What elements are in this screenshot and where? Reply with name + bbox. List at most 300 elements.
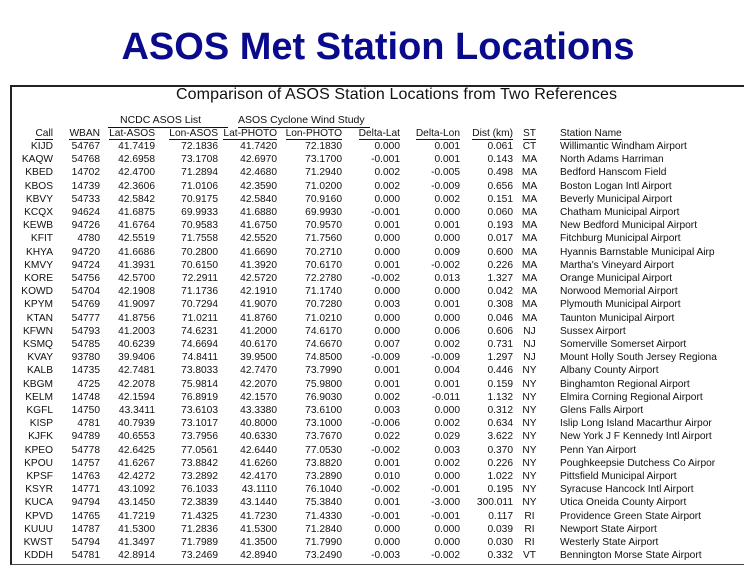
cell-lat-asos: 40.6553 xyxy=(118,431,155,443)
cell-lat-asos: 41.8756 xyxy=(118,312,155,324)
cell-lat-photo: 40.6330 xyxy=(240,431,277,443)
cell-lon-photo: 73.2890 xyxy=(305,471,342,483)
cell-delta-lon: 0.000 xyxy=(434,405,460,417)
cell-lat-asos: 43.1450 xyxy=(118,497,155,509)
cell-station-name: Chatham Municipal Airport xyxy=(560,207,680,219)
cell-lon-asos: 74.6694 xyxy=(181,339,218,351)
cell-delta-lat: 0.001 xyxy=(374,220,400,232)
cell-state: CT xyxy=(522,141,537,152)
table-body xyxy=(16,140,730,563)
cell-lat-asos: 42.1594 xyxy=(118,391,155,403)
cell-dist: 3.622 xyxy=(487,431,513,443)
table-row xyxy=(16,549,730,562)
table-row xyxy=(16,391,730,404)
cell-wban: 54793 xyxy=(71,325,100,337)
table-row xyxy=(16,153,730,166)
table-row xyxy=(16,457,730,470)
cell-state: MA xyxy=(521,233,538,245)
cell-delta-lat: 0.000 xyxy=(374,141,400,152)
cell-lon-asos: 71.2836 xyxy=(181,523,218,535)
cell-dist: 0.159 xyxy=(487,378,513,390)
cell-dist: 0.308 xyxy=(487,299,513,311)
cell-lon-asos: 73.8033 xyxy=(181,365,218,377)
cell-wban: 54777 xyxy=(71,312,100,324)
cell-call: KPYM xyxy=(24,299,53,311)
cell-lon-photo: 74.6170 xyxy=(305,325,342,337)
cell-wban: 54781 xyxy=(71,550,100,562)
cell-delta-lon: -0.002 xyxy=(431,550,460,562)
cell-lon-photo: 73.7990 xyxy=(305,365,342,377)
group-label-ncdc: NCDC ASOS List xyxy=(120,114,202,126)
cell-lon-photo: 71.7990 xyxy=(305,537,342,549)
cell-call: KPSF xyxy=(26,471,53,483)
table-row xyxy=(16,180,730,193)
cell-lon-asos: 73.1708 xyxy=(181,154,218,166)
cell-lon-asos: 69.9933 xyxy=(181,207,218,219)
cell-state: MA xyxy=(521,286,538,298)
table-row xyxy=(16,404,730,417)
cell-state: MA xyxy=(521,167,538,179)
cell-dist: 0.017 xyxy=(487,233,513,245)
cell-lon-asos: 70.9175 xyxy=(181,193,218,205)
cell-lon-asos: 75.9814 xyxy=(181,378,218,390)
cell-station-name: New York J F Kennedy Intl Airport xyxy=(560,431,712,443)
cell-lon-photo: 73.6100 xyxy=(305,405,342,417)
cell-lon-asos: 73.1017 xyxy=(181,418,218,430)
cell-state: NJ xyxy=(523,352,536,364)
cell-lat-asos: 41.6875 xyxy=(118,207,155,219)
cell-state: RI xyxy=(524,510,535,522)
cell-lon-photo: 71.4330 xyxy=(305,510,342,522)
cell-lon-asos: 70.2800 xyxy=(181,246,218,258)
cell-delta-lat: -0.006 xyxy=(371,418,400,430)
cell-wban: 54778 xyxy=(71,444,100,456)
cell-delta-lon: -0.005 xyxy=(431,167,460,179)
cell-delta-lon: 0.001 xyxy=(434,154,460,166)
cell-state: NJ xyxy=(523,339,536,351)
cell-delta-lon: 0.002 xyxy=(434,418,460,430)
cell-call: KPOU xyxy=(24,457,53,469)
table-row xyxy=(16,206,730,219)
cell-lon-asos: 72.1836 xyxy=(181,141,218,152)
cell-delta-lat: 0.000 xyxy=(374,286,400,298)
col-header-call: Call xyxy=(35,128,53,139)
table-row xyxy=(16,166,730,179)
cell-wban: 4725 xyxy=(77,378,100,390)
cell-delta-lon: 0.004 xyxy=(434,365,460,377)
cell-delta-lon: 0.000 xyxy=(434,207,460,219)
cell-lon-asos: 73.7956 xyxy=(181,431,218,443)
cell-lon-photo: 74.6670 xyxy=(305,339,342,351)
cell-state: NY xyxy=(522,418,537,430)
cell-state: RI xyxy=(524,523,535,535)
cell-dist: 0.151 xyxy=(487,193,513,205)
cell-lat-photo: 43.1110 xyxy=(241,484,277,496)
cell-station-name: Beverly Municipal Airport xyxy=(560,193,673,205)
cell-dist: 0.195 xyxy=(487,484,513,496)
cell-delta-lon: 0.009 xyxy=(434,246,460,258)
cell-delta-lat: 0.003 xyxy=(374,299,400,311)
cell-lat-asos: 42.6425 xyxy=(118,444,155,456)
cell-state: NY xyxy=(522,471,537,483)
cell-call: KBED xyxy=(25,167,53,179)
header-row xyxy=(16,127,730,140)
cell-lon-photo: 71.0210 xyxy=(305,312,342,324)
cell-dist: 0.370 xyxy=(487,444,513,456)
cell-delta-lat: 0.001 xyxy=(374,378,400,390)
cell-lon-photo: 70.6170 xyxy=(305,259,342,271)
col-header-lat-photo: Lat-PHOTO xyxy=(223,128,277,139)
cell-call: KUUU xyxy=(24,523,53,535)
cell-delta-lon: 0.000 xyxy=(434,312,460,324)
cell-delta-lat: -0.009 xyxy=(371,352,400,364)
cell-delta-lon: 0.029 xyxy=(434,431,460,443)
cell-lat-asos: 41.2003 xyxy=(118,325,155,337)
cell-wban: 14748 xyxy=(71,391,100,403)
cell-lat-photo: 42.1910 xyxy=(240,286,277,298)
cell-delta-lon: 0.001 xyxy=(434,220,460,232)
cell-lat-photo: 42.3590 xyxy=(240,180,277,192)
cell-lon-asos: 76.8919 xyxy=(181,391,218,403)
cell-lat-photo: 42.5720 xyxy=(240,273,277,285)
cell-lon-photo: 69.9930 xyxy=(305,207,342,219)
table-row xyxy=(16,193,730,206)
cell-wban: 14750 xyxy=(71,405,100,417)
cell-lat-asos: 41.7219 xyxy=(118,510,155,522)
cell-state: VT xyxy=(522,550,537,562)
cell-lon-asos: 73.6103 xyxy=(181,405,218,417)
cell-wban: 54733 xyxy=(71,193,100,205)
cell-delta-lat: 0.007 xyxy=(374,339,400,351)
cell-state: MA xyxy=(521,299,538,311)
cell-wban: 94724 xyxy=(71,259,100,271)
cell-delta-lon: 0.002 xyxy=(434,457,460,469)
cell-delta-lat: -0.002 xyxy=(371,444,400,456)
cell-lat-photo: 41.3500 xyxy=(240,537,277,549)
cell-dist: 0.312 xyxy=(487,405,513,417)
cell-wban: 14735 xyxy=(71,365,100,377)
cell-station-name: Penn Yan Airport xyxy=(560,444,637,456)
cell-wban: 54785 xyxy=(71,339,100,351)
cell-delta-lon: 0.003 xyxy=(434,444,460,456)
table-title: Comparison of ASOS Station Locations from Two References xyxy=(176,86,618,103)
cell-lat-photo: 42.2070 xyxy=(240,378,277,390)
cell-station-name: Hyannis Barnstable Municipal Airp xyxy=(560,246,715,258)
cell-delta-lon: 0.002 xyxy=(434,339,460,351)
cell-call: KGFL xyxy=(26,405,53,417)
cell-call: KDDH xyxy=(24,550,53,562)
cell-lon-photo: 73.1000 xyxy=(305,418,342,430)
cell-wban: 14702 xyxy=(71,167,100,179)
col-header-lon-photo: Lon-PHOTO xyxy=(285,128,342,139)
cell-lat-photo: 42.8940 xyxy=(240,550,277,562)
cell-station-name: Sussex Airport xyxy=(560,325,626,337)
cell-state: NY xyxy=(522,378,537,390)
cell-dist: 0.332 xyxy=(487,550,513,562)
cell-lat-photo: 40.8000 xyxy=(240,418,277,430)
table-row xyxy=(16,378,730,391)
cell-state: NY xyxy=(522,457,537,469)
cell-call: KPVD xyxy=(25,510,53,522)
cell-call: KWST xyxy=(23,537,53,549)
cell-lon-photo: 74.8500 xyxy=(305,352,342,364)
cell-delta-lat: 0.002 xyxy=(374,391,400,403)
cell-state: MA xyxy=(521,312,538,324)
cell-lat-asos: 42.4700 xyxy=(118,167,155,179)
cell-lon-asos: 74.8411 xyxy=(181,352,218,364)
cell-call: KCQX xyxy=(24,207,53,219)
table-row xyxy=(16,510,730,523)
cell-lat-asos: 42.4272 xyxy=(118,471,155,483)
col-header-delta-lon: Delta-Lon xyxy=(415,128,460,139)
cell-lat-photo: 41.8760 xyxy=(240,312,277,324)
cell-state: MA xyxy=(521,207,538,219)
cell-lon-photo: 73.7670 xyxy=(305,431,342,443)
cell-call: KALB xyxy=(26,365,53,377)
table-row xyxy=(16,364,730,377)
table-row xyxy=(16,246,730,259)
cell-dist: 0.193 xyxy=(487,220,513,232)
cell-delta-lat: -0.002 xyxy=(371,484,400,496)
cell-lat-asos: 43.1092 xyxy=(118,484,155,496)
cell-delta-lat: 0.002 xyxy=(374,180,400,192)
table-row xyxy=(16,325,730,338)
cell-lon-asos: 73.2469 xyxy=(181,550,218,562)
cell-lon-asos: 76.1033 xyxy=(181,484,218,496)
cell-wban: 54704 xyxy=(71,286,100,298)
cell-delta-lat: 0.001 xyxy=(374,497,400,509)
cell-lon-asos: 71.4325 xyxy=(181,510,218,522)
cell-delta-lon: -0.011 xyxy=(431,391,460,403)
cell-wban: 54756 xyxy=(71,273,100,285)
cell-lat-asos: 43.3411 xyxy=(118,405,155,417)
cell-lat-asos: 42.3606 xyxy=(118,180,155,192)
cell-delta-lat: -0.001 xyxy=(371,154,400,166)
table-row xyxy=(16,219,730,232)
cell-lat-photo: 40.6170 xyxy=(240,339,277,351)
cell-lat-photo: 42.6970 xyxy=(240,154,277,166)
cell-wban: 14763 xyxy=(71,471,100,483)
table-row xyxy=(16,496,730,509)
cell-lat-asos: 41.7419 xyxy=(118,141,155,152)
cell-lat-photo: 41.3920 xyxy=(240,259,277,271)
cell-station-name: Pittsfield Municipal Airport xyxy=(560,471,677,483)
cell-lon-asos: 73.2892 xyxy=(181,471,218,483)
cell-call: KORE xyxy=(24,273,53,285)
cell-dist: 0.446 xyxy=(487,365,513,377)
cell-dist: 0.226 xyxy=(487,457,513,469)
cell-call: KFWN xyxy=(23,325,53,337)
cell-wban: 94794 xyxy=(71,497,100,509)
cell-state: MA xyxy=(521,246,538,258)
cell-state: NY xyxy=(522,405,537,417)
cell-lat-photo: 43.1440 xyxy=(240,497,277,509)
cell-delta-lat: 0.000 xyxy=(374,312,400,324)
cell-station-name: Plymouth Municipal Airport xyxy=(560,299,681,311)
cell-delta-lat: 0.001 xyxy=(374,365,400,377)
col-header-state: ST xyxy=(522,128,537,139)
cell-dist: 1.297 xyxy=(487,352,513,364)
cell-lat-photo: 42.7470 xyxy=(240,365,277,377)
table-row xyxy=(16,351,730,364)
cell-call: KTAN xyxy=(26,312,53,324)
cell-lon-asos: 74.6231 xyxy=(181,325,218,337)
cell-state: MA xyxy=(521,180,538,192)
cell-wban: 54767 xyxy=(71,141,100,152)
cell-lon-asos: 71.0106 xyxy=(181,180,218,192)
cell-station-name: Newport State Airport xyxy=(560,523,657,535)
cell-state: NY xyxy=(522,484,537,496)
cell-delta-lon: 0.002 xyxy=(434,193,460,205)
cell-station-name: Providence Green State Airport xyxy=(560,510,702,522)
table-row xyxy=(16,298,730,311)
cell-station-name: Elmira Corning Regional Airport xyxy=(560,391,703,403)
cell-delta-lon: 0.001 xyxy=(434,141,460,152)
col-header-delta-lat: Delta-Lat xyxy=(358,128,400,139)
table-row xyxy=(16,272,730,285)
cell-lat-asos: 41.6267 xyxy=(118,457,155,469)
cell-lat-photo: 41.7420 xyxy=(240,141,277,152)
cell-wban: 14771 xyxy=(71,484,100,496)
cell-dist: 0.498 xyxy=(487,167,513,179)
cell-delta-lat: 0.003 xyxy=(374,405,400,417)
cell-delta-lon: 0.001 xyxy=(434,378,460,390)
cell-dist: 0.226 xyxy=(487,259,513,271)
cell-lon-asos: 73.8842 xyxy=(181,457,218,469)
table-row xyxy=(16,430,730,443)
cell-station-name: Mount Holly South Jersey Regiona xyxy=(560,352,717,364)
cell-state: MA xyxy=(521,259,538,271)
cell-wban: 94726 xyxy=(71,220,100,232)
cell-delta-lat: -0.001 xyxy=(371,207,400,219)
cell-lon-asos: 71.7989 xyxy=(181,537,218,549)
cell-state: NY xyxy=(522,391,537,403)
cell-call: KVAY xyxy=(27,352,53,364)
cell-call: KMVY xyxy=(24,259,53,271)
cell-delta-lon: 0.000 xyxy=(434,286,460,298)
cell-station-name: Islip Long Island Macarthur Airpor xyxy=(560,418,712,430)
cell-dist: 0.039 xyxy=(487,523,513,535)
col-header-lat-asos: Lat-ASOS xyxy=(109,128,155,139)
cell-lat-photo: 42.6440 xyxy=(240,444,277,456)
cell-lon-photo: 72.2780 xyxy=(305,273,342,285)
cell-lat-asos: 42.2078 xyxy=(118,378,155,390)
cell-call: KUCA xyxy=(24,497,53,509)
cell-state: MA xyxy=(521,220,538,232)
cell-lon-asos: 72.2911 xyxy=(181,273,218,285)
cell-station-name: Norwood Memorial Airport xyxy=(560,286,678,298)
cell-state: MA xyxy=(521,154,538,166)
cell-state: NY xyxy=(522,365,537,377)
cell-dist: 0.656 xyxy=(487,180,513,192)
cell-lon-asos: 70.9583 xyxy=(181,220,218,232)
cell-lon-photo: 71.7560 xyxy=(305,233,342,245)
cell-lon-photo: 73.1700 xyxy=(305,154,342,166)
cell-delta-lon: -0.009 xyxy=(431,352,460,364)
cell-call: KIJD xyxy=(30,141,53,152)
table-row xyxy=(16,285,730,298)
cell-station-name: Syracuse Hancock Intl Airport xyxy=(560,484,694,496)
cell-lat-photo: 43.3380 xyxy=(240,405,277,417)
cell-wban: 94720 xyxy=(71,246,100,258)
cell-dist: 1.327 xyxy=(487,273,513,285)
table-row xyxy=(16,232,730,245)
cell-lat-photo: 41.9070 xyxy=(240,299,277,311)
cell-state: NJ xyxy=(523,325,536,337)
cell-lon-asos: 72.3839 xyxy=(181,497,218,509)
cell-delta-lat: 0.022 xyxy=(374,431,400,443)
cell-lat-asos: 41.9097 xyxy=(118,299,155,311)
cell-lat-asos: 41.6686 xyxy=(118,246,155,258)
cell-state: NY xyxy=(522,431,537,443)
cell-delta-lon: 0.001 xyxy=(434,299,460,311)
cell-lat-asos: 40.6239 xyxy=(118,339,155,351)
cell-lon-photo: 70.9160 xyxy=(305,193,342,205)
cell-call: KPEO xyxy=(24,444,53,456)
cell-lon-photo: 71.1740 xyxy=(305,286,342,298)
cell-delta-lat: 0.000 xyxy=(374,246,400,258)
cell-lon-photo: 70.7280 xyxy=(305,299,342,311)
cell-lat-photo: 42.5520 xyxy=(240,233,277,245)
cell-lat-asos: 42.5519 xyxy=(118,233,155,245)
cell-delta-lat: -0.001 xyxy=(371,510,400,522)
cell-lat-asos: 41.3497 xyxy=(118,537,155,549)
cell-delta-lon: -0.009 xyxy=(431,180,460,192)
cell-lon-photo: 73.2490 xyxy=(305,550,342,562)
cell-call: KELM xyxy=(25,391,53,403)
group-label-cyclone: ASOS Cyclone Wind Study xyxy=(238,114,365,126)
cell-lat-asos: 42.7481 xyxy=(118,365,155,377)
col-header-wban: WBAN xyxy=(69,128,100,139)
cell-lon-asos: 70.6150 xyxy=(181,259,218,271)
cell-lat-photo: 42.5840 xyxy=(240,193,277,205)
cell-lat-photo: 41.7230 xyxy=(240,510,277,522)
cell-lat-photo: 41.5300 xyxy=(240,523,277,535)
cell-station-name: Albany County Airport xyxy=(560,365,659,377)
cell-delta-lon: 0.000 xyxy=(434,523,460,535)
cell-lon-asos: 71.1736 xyxy=(181,286,218,298)
cell-wban: 4780 xyxy=(77,233,100,245)
cell-wban: 94624 xyxy=(71,207,100,219)
cell-lon-asos: 71.0211 xyxy=(181,312,218,324)
cell-delta-lat: -0.003 xyxy=(371,550,400,562)
cell-state: MA xyxy=(521,193,538,205)
cell-lat-asos: 41.5300 xyxy=(118,523,155,535)
cell-call: KBGM xyxy=(22,378,53,390)
cell-dist: 0.117 xyxy=(488,510,513,522)
cell-lat-photo: 41.6260 xyxy=(240,457,277,469)
cell-delta-lat: 0.010 xyxy=(374,471,400,483)
cell-delta-lon: -0.001 xyxy=(431,510,460,522)
cell-station-name: Bennington Morse State Airport xyxy=(560,550,702,562)
table-row xyxy=(16,312,730,325)
cell-lon-photo: 71.2840 xyxy=(305,523,342,535)
cell-lat-photo: 41.6750 xyxy=(240,220,277,232)
cell-lon-asos: 71.2894 xyxy=(181,167,218,179)
cell-delta-lon: 0.000 xyxy=(434,537,460,549)
cell-dist: 0.634 xyxy=(487,418,513,430)
cell-lat-asos: 41.6764 xyxy=(118,220,155,232)
cell-lat-photo: 42.1570 xyxy=(240,391,277,403)
cell-delta-lat: -0.002 xyxy=(371,273,400,285)
cell-lat-asos: 42.8914 xyxy=(118,550,155,562)
cell-state: NY xyxy=(522,497,537,509)
cell-lat-asos: 42.6958 xyxy=(118,154,155,166)
cell-call: KBOS xyxy=(24,180,53,192)
cell-delta-lon: 0.006 xyxy=(434,325,460,337)
cell-wban: 93780 xyxy=(71,352,100,364)
table-row xyxy=(16,259,730,272)
